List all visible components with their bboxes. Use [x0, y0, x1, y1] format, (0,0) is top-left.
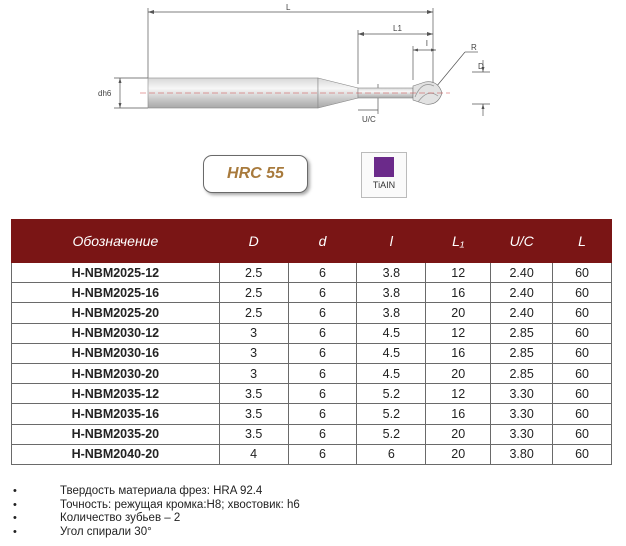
cell-designation: H-NBM2030-16 [12, 343, 220, 363]
cell-l: 3.8 [357, 283, 426, 303]
bullet-icon: • [13, 512, 17, 524]
cell-d: 6 [288, 384, 357, 404]
cell-d: 6 [288, 424, 357, 444]
header-l: l [357, 220, 426, 263]
cell-D: 2.5 [219, 263, 288, 283]
cell-l: 4.5 [357, 323, 426, 343]
cell-L1: 20 [426, 363, 491, 383]
cell-L: 60 [553, 363, 612, 383]
list-item [11, 485, 611, 499]
dim-label-R: R [471, 43, 477, 52]
cell-l: 6 [357, 444, 426, 464]
note-text: Точность: режущая кромка:H8; хвостовик: h6 [60, 498, 300, 511]
cell-D: 3 [219, 363, 288, 383]
cell-D: 2.5 [219, 303, 288, 323]
cell-L: 60 [553, 323, 612, 343]
cell-l: 5.2 [357, 404, 426, 424]
cell-uc: 2.85 [491, 343, 553, 363]
cell-D: 3.5 [219, 384, 288, 404]
cell-designation: H-NBM2030-12 [12, 323, 220, 343]
dim-label-uc: U/C [362, 115, 376, 124]
cell-L1: 16 [426, 343, 491, 363]
cell-uc: 2.40 [491, 283, 553, 303]
cell-L: 60 [553, 404, 612, 424]
table-header-row [12, 220, 612, 263]
cell-D: 3 [219, 343, 288, 363]
cell-designation: H-NBM2025-20 [12, 303, 220, 323]
cell-l: 4.5 [357, 343, 426, 363]
cell-L: 60 [553, 283, 612, 303]
note-text: Количество зубьев – 2 [60, 512, 181, 524]
header-d: d [288, 220, 357, 263]
cell-l: 3.8 [357, 303, 426, 323]
header-L: L [553, 220, 612, 263]
cell-designation: H-NBM2025-16 [12, 283, 220, 303]
table-row [12, 404, 612, 424]
cell-d: 6 [288, 343, 357, 363]
dim-label-l: l [426, 39, 428, 48]
cell-uc: 3.30 [491, 384, 553, 404]
cell-L1: 12 [426, 263, 491, 283]
table-row [12, 363, 612, 383]
cell-designation: H-NBM2035-12 [12, 384, 220, 404]
cell-L1: 20 [426, 424, 491, 444]
cell-L1: 20 [426, 303, 491, 323]
cell-l: 5.2 [357, 424, 426, 444]
cell-uc: 2.40 [491, 263, 553, 283]
cell-L1: 12 [426, 323, 491, 343]
cell-L: 60 [553, 384, 612, 404]
cell-d: 6 [288, 263, 357, 283]
cell-designation: H-NBM2025-12 [12, 263, 220, 283]
cell-L: 60 [553, 303, 612, 323]
cell-L1: 20 [426, 444, 491, 464]
cell-designation: H-NBM2035-20 [12, 424, 220, 444]
table-row [12, 283, 612, 303]
table-row [12, 424, 612, 444]
list-item [11, 512, 611, 526]
bullet-icon: • [13, 498, 17, 511]
spec-notes [11, 485, 611, 539]
cell-L1: 12 [426, 384, 491, 404]
hrc-label: HRC 55 [227, 165, 284, 182]
cell-D: 4 [219, 444, 288, 464]
cell-l: 3.8 [357, 263, 426, 283]
cell-D: 3.5 [219, 404, 288, 424]
cell-uc: 2.85 [491, 363, 553, 383]
bullet-icon: • [13, 525, 17, 538]
header-uc: U/C [491, 220, 553, 263]
cell-D: 3 [219, 323, 288, 343]
header-designation: Обозначение [12, 220, 220, 263]
cell-d: 6 [288, 404, 357, 424]
cell-uc: 2.40 [491, 303, 553, 323]
table-row [12, 323, 612, 343]
cell-L: 60 [553, 263, 612, 283]
cell-uc: 2.85 [491, 323, 553, 343]
cell-L: 60 [553, 424, 612, 444]
hrc-badge [203, 155, 308, 193]
coating-icon [374, 157, 394, 177]
cell-d: 6 [288, 363, 357, 383]
cell-uc: 3.30 [491, 404, 553, 424]
cell-L1: 16 [426, 404, 491, 424]
cell-l: 5.2 [357, 384, 426, 404]
cell-L: 60 [553, 444, 612, 464]
dim-label-L1: L1 [393, 24, 402, 33]
note-text: Угол спирали 30° [60, 525, 152, 538]
spec-table [11, 219, 612, 465]
bullet-icon: • [13, 485, 17, 497]
cell-uc: 3.30 [491, 424, 553, 444]
end-mill-drawing [100, 0, 520, 140]
cell-d: 6 [288, 283, 357, 303]
cell-designation: H-NBM2030-20 [12, 363, 220, 383]
coating-label: TiAIN [372, 180, 396, 190]
table-row [12, 384, 612, 404]
cell-L: 60 [553, 343, 612, 363]
dim-label-D: D [478, 62, 484, 71]
dim-label-dh6: dh6 [98, 89, 112, 98]
cell-designation: H-NBM2040-20 [12, 444, 220, 464]
table-row [12, 343, 612, 363]
cell-d: 6 [288, 303, 357, 323]
note-text: Твердость материала фрез: HRA 92.4 [60, 485, 263, 497]
cell-uc: 3.80 [491, 444, 553, 464]
table-row [12, 444, 612, 464]
cell-designation: H-NBM2035-16 [12, 404, 220, 424]
cell-L1: 16 [426, 283, 491, 303]
table-row [12, 263, 612, 283]
cell-d: 6 [288, 323, 357, 343]
header-L1: L₁ [426, 220, 491, 263]
list-item [11, 526, 611, 540]
header-D: D [219, 220, 288, 263]
cell-D: 3.5 [219, 424, 288, 444]
coating-logo [361, 152, 407, 198]
dim-label-L: L [286, 3, 291, 12]
cell-D: 2.5 [219, 283, 288, 303]
table-row [12, 303, 612, 323]
cell-d: 6 [288, 444, 357, 464]
list-item [11, 499, 611, 513]
cell-l: 4.5 [357, 363, 426, 383]
